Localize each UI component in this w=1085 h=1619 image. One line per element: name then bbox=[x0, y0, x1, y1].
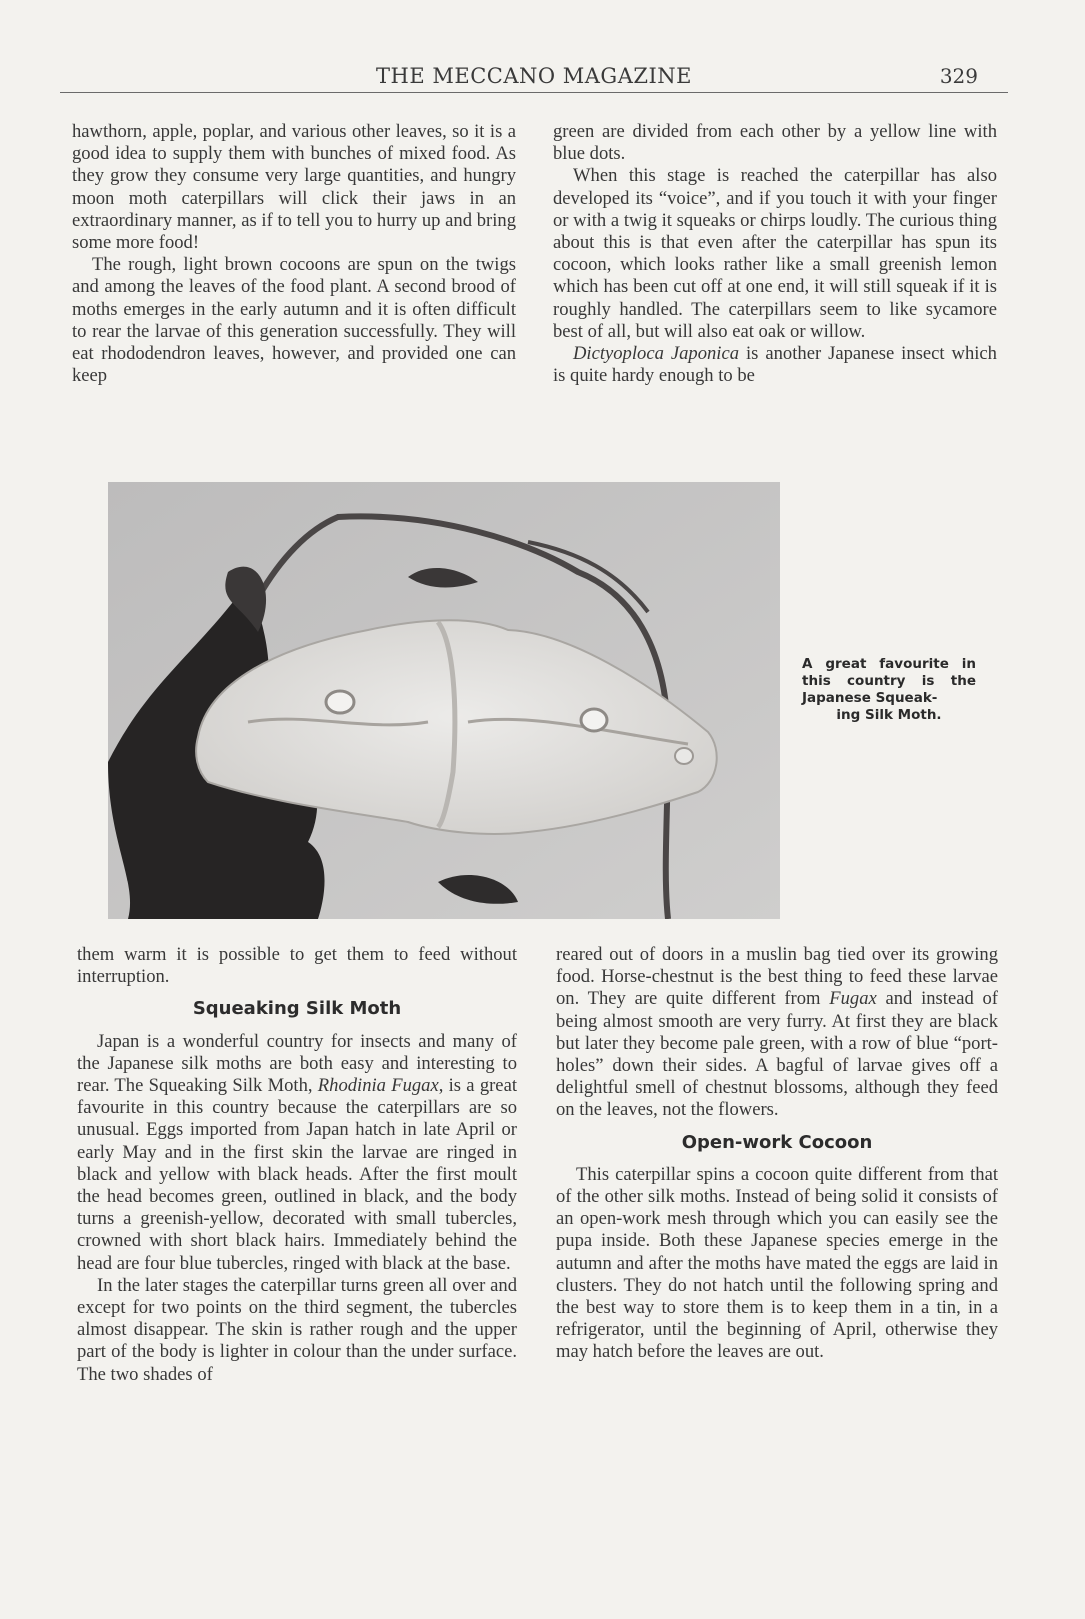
column-top-left bbox=[72, 121, 516, 387]
moth-illustration bbox=[108, 482, 780, 919]
paragraph-text: is another Japanese insect which is quite hardy enough to be bbox=[553, 343, 997, 387]
column-top-right bbox=[553, 121, 997, 387]
paragraph: When this stage is reached the caterpillar has also developed its “voice”, and if you touch it with your finger or with a twig it squeaks or chirps loudly. The curious thing about this is that even after the caterpillar has spun its cocoon, which looks rather like a small greenish lemon which has been cut off at one end, it will still squeak if it is roughly handled. The caterpillars seem to like sycamore best of all, but will also eat oak or willow. bbox=[553, 165, 997, 342]
column-bottom-right bbox=[556, 944, 998, 1364]
column-bottom-left bbox=[77, 944, 517, 1386]
paragraph bbox=[556, 944, 998, 1122]
species-name: Fugax bbox=[829, 988, 877, 1010]
paragraph-text: , is a great favourite in this country because the caterpillars are so unusual. Eggs imported from Japan hatch in late April or early May and in the first skin the larvae are ringed in black and yellow with black heads. After the first moult the head becomes green, outlined in black, and the body turns a greenish-yellow, decorated with small tubercles, crowned with short black hairs. Immediately behind the head are four blue tubercles, ringed with black at the base. bbox=[77, 1075, 517, 1274]
caption-text-last: ing Silk Moth. bbox=[836, 707, 942, 723]
paragraph-text: reared out of doors in a muslin bag tied over its growing food. Horse-chestnut is the best thing to feed these larvae on. They are quite different from bbox=[556, 944, 998, 1010]
photo-caption bbox=[802, 656, 976, 724]
moth-photograph bbox=[108, 482, 780, 919]
paragraph: In the later stages the caterpillar turns green all over and except for two points on the third segment, the tubercles almost disappear. The skin is rather rough and the upper part of the body is lighter in colour than the under surface. The two shades of bbox=[77, 1274, 517, 1385]
species-name: Dictyoploca Japonica bbox=[573, 343, 740, 365]
paragraph: The rough, light brown cocoons are spun on the twigs and among the leaves of the food plant. A second brood of moths emerges in the early autumn and it is often difficult to rear the larvae of this generation successfully. They will eat rhododendron leaves, however, and provided one can keep bbox=[72, 254, 516, 387]
caption-text: A great favourite in this country is the Japanese Squeak- bbox=[802, 656, 976, 706]
page-header bbox=[60, 60, 1008, 93]
section-heading: Squeaking Silk Moth bbox=[192, 998, 402, 1020]
paragraph: hawthorn, apple, poplar, and various other leaves, so it is a good idea to supply them with bunches of mixed food. As they grow they consume very large quantities, and hungry moon moth caterpillars will click their jaws in an extraordinary manner, as if to tell you to hurry up and bring some more food! bbox=[72, 121, 516, 254]
eyespot bbox=[326, 691, 354, 713]
magazine-title: THE MECCANO MAGAZINE bbox=[376, 64, 692, 88]
paragraph bbox=[553, 343, 997, 387]
paragraph: green are divided from each other by a yellow line with blue dots. bbox=[553, 121, 997, 165]
paragraph: them warm it is possible to get them to feed without interruption. bbox=[77, 944, 517, 988]
paragraph bbox=[77, 1031, 517, 1275]
paragraph: This caterpillar spins a cocoon quite different from that of the other silk moths. Instead of being solid it consists of an open-work mesh through which you can easily see the pupa inside. Both these Japanese species emerge in the autumn and after the moths have mated the eggs are laid in clusters. They do not hatch until the following spring and the best way to store them is to keep them in a tin, in a refrigerator, until the beginning of April, otherwise they may hatch before the leaves are out. bbox=[556, 1163, 998, 1363]
paragraph-text: Japan is a wonderful country for insects and many of the Japanese silk moths are both easy and interesting to rear. The Squeaking Silk Moth, bbox=[77, 1030, 517, 1097]
section-heading: Open-work Cocoon bbox=[681, 1131, 873, 1153]
page-number: 329 bbox=[939, 64, 978, 88]
species-name: Rhodinia Fugax bbox=[317, 1075, 439, 1097]
paragraph-text: and instead of being almost smooth are very furry. At first they are black but later they become pale green, with a row of blue “port-holes” down their sides. A bagful of larvae gives off a delightful smell of chestnut blossoms, although they feed on the leaves, not the flowers. bbox=[556, 988, 998, 1121]
